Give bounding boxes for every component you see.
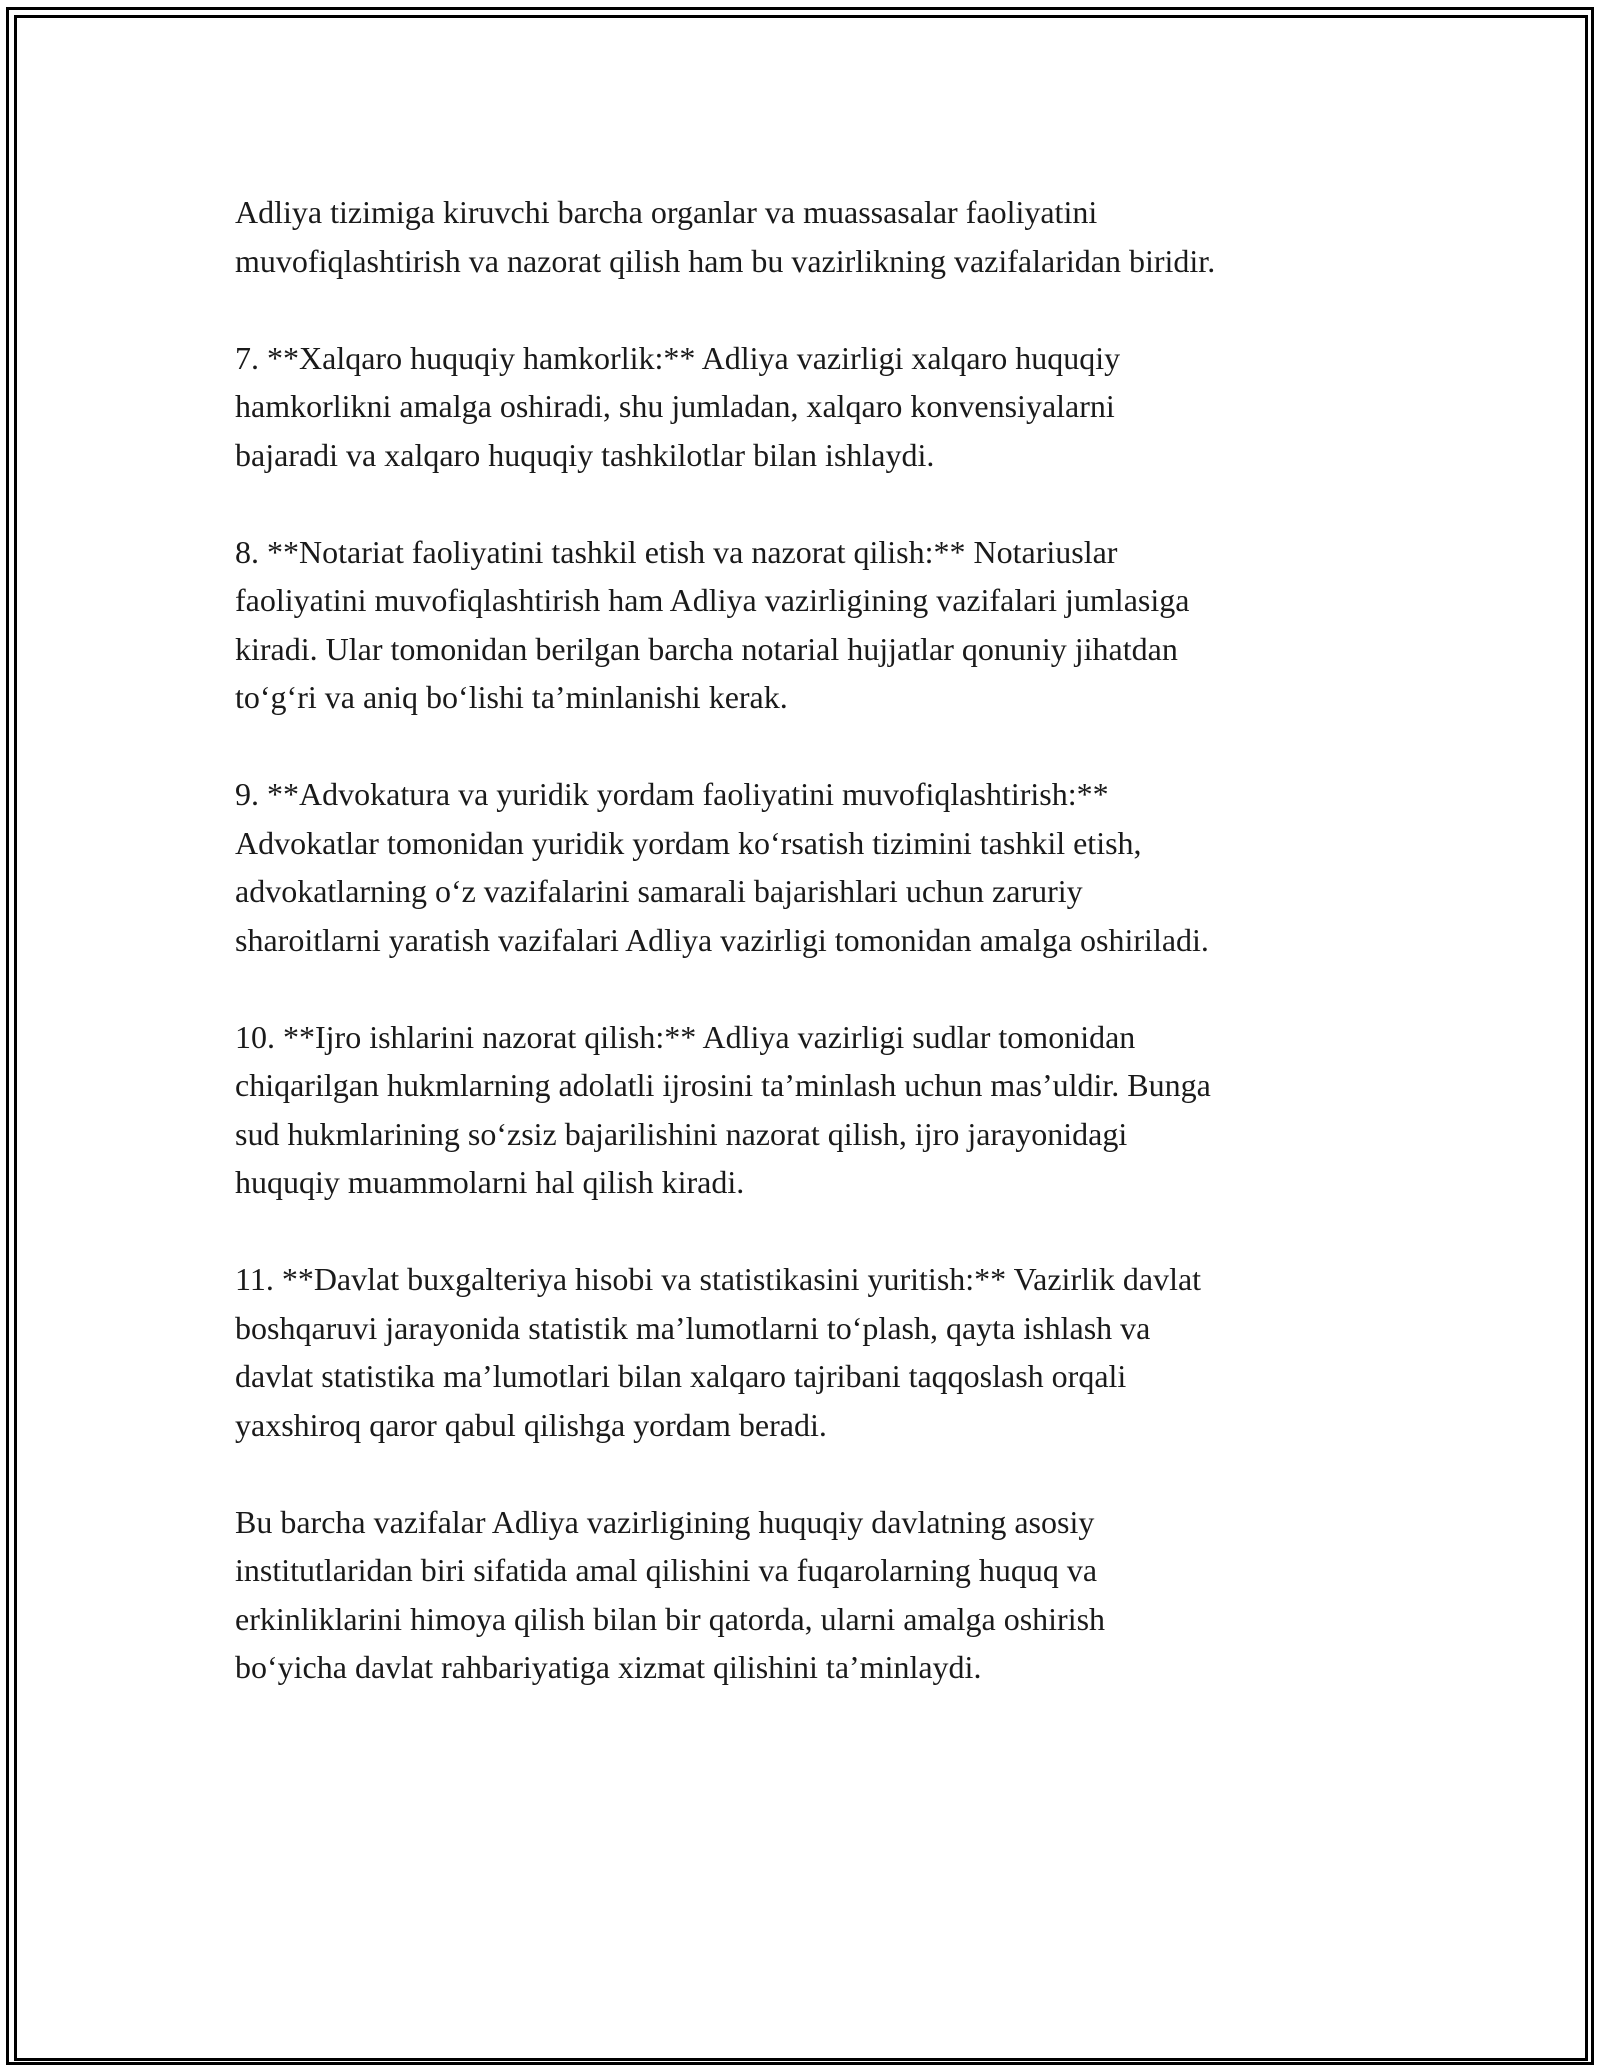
paragraph-conclusion: Bu barcha vazifalar Adliya vazirligining huquqiy davlatning asosiy institutlaridan biri sifatida amal qilishini va fuqarolarning huquq va erkinliklarini himoya qilish bilan bir qatorda, ularni amalga oshirish bo‘yicha davlat rahbariyatiga xizmat qilishini ta’minlaydi. xyxy=(235,1503,1106,1685)
paragraph-item-7: 7. **Xalqaro huquqiy hamkorlik:** Adliya vazirligi xalqaro huquqiy hamkorlikni amalga oshiradi, shu jumladan, xalqaro konvensiyalarni bajaradi va xalqaro huquqiy tashkilotlar bilan ishlaydi. xyxy=(235,339,1121,473)
document-body xyxy=(235,188,1385,1740)
paragraph-item-10: 10. **Ijro ishlarini nazorat qilish:** Adliya vazirligi sudlar tomonidan chiqarilgan hukmlarning adolatli ijrosini ta’minlash uchun mas’uldir. Bunga sud hukmlarining so‘zsiz bajarilishini nazorat qilish, ijro jarayonidagi huquqiy muammolarni hal qilish kiradi. xyxy=(235,1018,1211,1200)
paragraph-item-9: 9. **Advokatura va yuridik yordam faoliyatini muvofiqlashtirish:** Advokatlar tomonidan yuridik yordam ko‘rsatish tizimini tashkil etish, advokatlarning o‘z vazifalarini samarali bajarishlari uchun zaruriy sharoitlarni yaratish vazifalari Adliya vazirligi tomonidan amalga oshiriladi. xyxy=(235,776,1209,958)
paragraph-item-11: 11. **Davlat buxgalteriya hisobi va statistikasini yuritish:** Vazirlik davlat boshqaruvi jarayonida statistik ma’lumotlarni to‘plash, qayta ishlash va davlat statistika ma’lumotlari bilan xalqaro tajribani taqqoslash orqali yaxshiroq qaror qabul qilishga yordam beradi. xyxy=(235,1261,1202,1443)
paragraph-item-8: 8. **Notariat faoliyatini tashkil etish va nazorat qilish:** Notariuslar faoliyatini muvofiqlashtirish ham Adliya vazirligining vazifalari jumlasiga kiradi. Ular tomonidan berilgan barcha notarial hujjatlar qonuniy jihatdan to‘g‘ri va aniq bo‘lishi ta’minlanishi kerak. xyxy=(235,533,1190,715)
paragraph-intro: Adliya tizimiga kiruvchi barcha organlar va muassasalar faoliyatini muvofiqlashtirish va nazorat qilish ham bu vazirlikning vazifalaridan biridir. xyxy=(235,194,1216,279)
